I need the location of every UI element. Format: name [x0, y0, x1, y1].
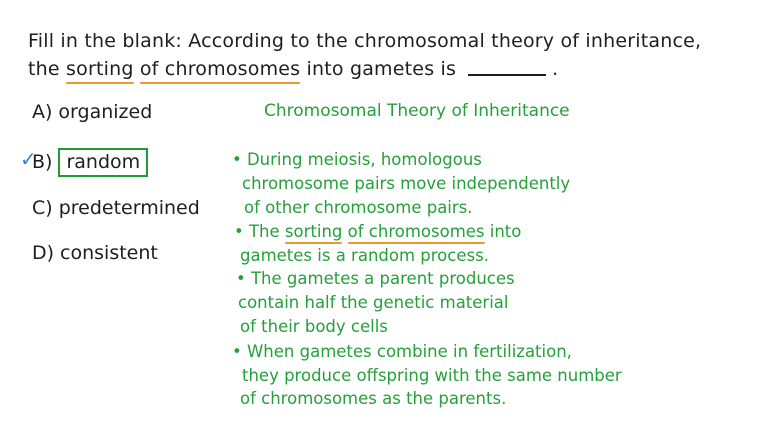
- option-text: predetermined: [58, 197, 200, 219]
- highlight-sorting: sorting: [66, 58, 134, 80]
- option-letter: C): [32, 197, 53, 219]
- option-a[interactable]: [32, 101, 152, 123]
- note-bullet-4-line-2: they produce offspring with the same number: [242, 366, 622, 385]
- question-text: the: [28, 58, 67, 80]
- notes-title: Chromosomal Theory of Inheritance: [264, 101, 570, 121]
- option-text: consistent: [60, 242, 158, 264]
- note-bullet-2-line-2: gametes is a random process.: [240, 246, 489, 265]
- note-text-suffix: into: [484, 222, 522, 241]
- option-c[interactable]: [32, 197, 200, 219]
- note-bullet-2-line-1: [234, 222, 521, 241]
- option-d[interactable]: [32, 242, 158, 264]
- option-letter: D): [32, 242, 55, 264]
- highlight-of-chromosomes-notes: of chromosomes: [347, 222, 485, 241]
- note-bullet-4-line-3: of chromosomes as the parents.: [240, 389, 507, 408]
- note-bullet-3-line-1: • The gametes a parent produces: [236, 269, 515, 288]
- note-bullet-1-line-1: • During meiosis, homologous: [232, 150, 482, 169]
- answer-blank: [468, 74, 546, 76]
- highlight-of-chromosomes: of chromosomes: [139, 58, 301, 80]
- selected-answer-box: [58, 148, 148, 177]
- option-b[interactable]: [32, 148, 148, 177]
- note-bullet-3-line-3: of their body cells: [240, 317, 388, 336]
- question-period: .: [552, 58, 559, 80]
- option-letter: A): [32, 101, 53, 123]
- option-text: random: [66, 151, 141, 173]
- question-line-2: [28, 58, 558, 80]
- note-bullet-4-line-1: • When gametes combine in fertilization,: [232, 342, 572, 361]
- question-line-1: Fill in the blank: According to the chromosomal theory of inheritance,: [28, 30, 702, 52]
- note-bullet-3-line-2: contain half the genetic material: [238, 293, 509, 312]
- note-bullet-1-line-2: chromosome pairs move independently: [242, 174, 571, 193]
- option-letter: B): [32, 151, 53, 173]
- highlight-sorting-notes: sorting: [284, 222, 343, 241]
- question-text-suffix: into gametes is: [300, 58, 457, 80]
- option-text: organized: [58, 101, 153, 123]
- note-bullet-1-line-3: of other chromosome pairs.: [244, 198, 473, 217]
- note-text: • The: [234, 222, 285, 241]
- check-mark-icon: ✓: [20, 147, 37, 171]
